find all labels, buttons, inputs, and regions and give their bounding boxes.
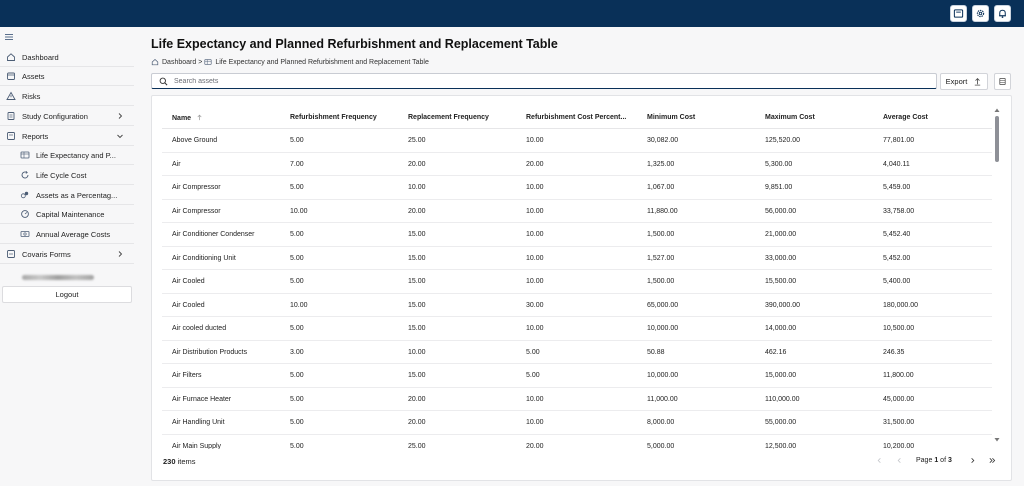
- sidebar-item-label: Life Expectancy and P...: [36, 150, 116, 160]
- report-icon: [6, 131, 16, 141]
- table-cell: 1,500.00: [647, 278, 675, 285]
- column-header-refurbishment-cost-percent[interactable]: Refurbishment Cost Percent...: [526, 114, 627, 121]
- table-cell: 5.00: [290, 325, 304, 332]
- column-header-replacement-frequency[interactable]: Replacement Frequency: [408, 114, 489, 121]
- table-cell: 20.00: [408, 419, 426, 426]
- table-cell: 1,325.00: [647, 160, 675, 168]
- table-cell: 5,300.00: [765, 160, 793, 168]
- table-row[interactable]: [162, 317, 992, 341]
- table-row[interactable]: [162, 223, 992, 247]
- table-cell: 3.00: [290, 348, 304, 356]
- table-cell: 5.00: [290, 372, 304, 379]
- table-cell: 10.00: [290, 207, 308, 215]
- next-page-button[interactable]: [965, 453, 979, 467]
- table-cell: 10.00: [526, 325, 544, 332]
- sidebar-item-study-configuration[interactable]: [0, 107, 134, 126]
- warning-icon: [6, 91, 16, 101]
- double-chevron-right-icon: [988, 457, 996, 464]
- vertical-scrollbar[interactable]: [992, 106, 1002, 449]
- table-cell: 55,000.00: [765, 419, 797, 426]
- table-cell: 1,527.00: [647, 254, 675, 262]
- table-cell: 10,000.00: [647, 372, 679, 379]
- table-cell: 10,200.00: [883, 442, 915, 449]
- tablet-icon: [953, 8, 964, 19]
- sidebar-item-label: Reports: [22, 131, 49, 141]
- chevron-right-icon: [116, 112, 124, 120]
- table-cell: 5.00: [526, 348, 540, 356]
- money-icon: [20, 229, 30, 239]
- chevron-right-icon: [969, 457, 976, 464]
- column-header-average-cost[interactable]: Average Cost: [883, 114, 928, 121]
- home-icon: [151, 58, 159, 66]
- gauge-icon: [20, 209, 30, 219]
- sidebar-item-label: Covaris Forms: [22, 249, 71, 259]
- table-cell: 20.00: [408, 207, 426, 215]
- table-cell: 125,520.00: [765, 137, 801, 144]
- breadcrumb: [151, 57, 429, 67]
- table-cell: 11,000.00: [647, 395, 678, 403]
- table-cell: 25.00: [408, 442, 426, 449]
- table-cell: 20.00: [408, 395, 426, 403]
- table-cell: 10.00: [526, 254, 544, 262]
- sidebar-item-label: Assets: [22, 71, 45, 81]
- sidebar-item-label: Risks: [22, 91, 41, 101]
- sidebar-item-assets[interactable]: [0, 67, 134, 86]
- table-cell: 30,082.00: [647, 137, 679, 144]
- search-input[interactable]: [174, 78, 914, 85]
- table-cell: Air Compressor: [172, 184, 221, 191]
- table-cell: 5.00: [290, 442, 304, 449]
- table-cell: 15.00: [408, 278, 426, 285]
- document-icon: [6, 111, 16, 121]
- box-icon: [6, 71, 16, 81]
- table-icon: [204, 58, 212, 66]
- table-cell: 11,800.00: [883, 372, 914, 379]
- table-cell: 15.00: [408, 231, 426, 238]
- table-cell: 1,500.00: [647, 231, 675, 238]
- chevron-down-icon: [116, 132, 124, 140]
- table-cell: Air Filters: [172, 372, 202, 379]
- upload-icon: [973, 77, 982, 86]
- table-cell: 20.00: [408, 160, 426, 168]
- table-cell: 56,000.00: [765, 207, 797, 215]
- menu-toggle-button[interactable]: [2, 31, 16, 43]
- table-cell: 11,880.00: [647, 207, 678, 215]
- chevron-left-icon: [896, 457, 903, 464]
- page-title: Life Expectancy and Planned Refurbishment and Replacement Table: [151, 37, 558, 51]
- table-cell: 15.00: [408, 372, 426, 379]
- hamburger-icon: [2, 31, 16, 43]
- breadcrumb-current: Life Expectancy and Planned Refurbishment and Replacement Table: [215, 58, 429, 66]
- table-row[interactable]: [162, 176, 992, 200]
- scroll-down-icon: [992, 436, 1002, 444]
- table-row[interactable]: [162, 129, 992, 153]
- table-cell: Air Distribution Products: [172, 348, 248, 356]
- logout-button[interactable]: Logout: [2, 286, 132, 303]
- notifications-button[interactable]: [994, 5, 1011, 22]
- table-cell: 10.00: [526, 184, 544, 191]
- table-cell: Air Compressor: [172, 207, 221, 215]
- tablet-button[interactable]: [950, 5, 967, 22]
- table-cell: 5.00: [526, 372, 540, 379]
- table-cell: 10.00: [526, 231, 544, 238]
- table-cell: 9,851.00: [765, 184, 793, 191]
- table-cell: 246.35: [883, 348, 905, 356]
- form-icon: [6, 249, 16, 259]
- scroll-up-icon: [992, 106, 1002, 114]
- table-cell: 10.00: [526, 419, 544, 426]
- table-row[interactable]: [162, 411, 992, 435]
- table-cell: 5.00: [290, 254, 304, 262]
- column-header-name[interactable]: Name: [172, 114, 203, 122]
- table-cell: Air Cooled: [172, 301, 205, 309]
- table-cell: Air Furnace Heater: [172, 395, 232, 403]
- table-cell: 5,400.00: [883, 278, 911, 285]
- table-cell: 12,500.00: [765, 442, 797, 449]
- column-header-minimum-cost[interactable]: Minimum Cost: [647, 114, 696, 121]
- sidebar-item-label: Life Cycle Cost: [36, 170, 87, 180]
- sidebar-item-covaris-forms[interactable]: [0, 245, 134, 264]
- page-indicator: Page 1 of 3: [916, 457, 952, 464]
- table-cell: 50.88: [647, 348, 665, 356]
- sidebar-item-label: Study Configuration: [22, 111, 88, 121]
- table-cell: Air Handling Unit: [172, 419, 225, 426]
- settings-button[interactable]: [972, 5, 989, 22]
- table-cell: Air Conditioner Condenser: [172, 231, 255, 238]
- home-icon: [6, 52, 16, 62]
- table-row[interactable]: [162, 200, 992, 224]
- table-cell: 10.00: [290, 301, 308, 309]
- export-label: Export: [945, 77, 968, 86]
- table-cell: 1,067.00: [647, 184, 675, 191]
- search-icon: [159, 77, 168, 86]
- table-row[interactable]: [162, 294, 992, 318]
- sidebar-item-label: Capital Maintenance: [36, 209, 105, 219]
- column-chooser-icon: [998, 77, 1007, 86]
- previous-page-button[interactable]: [892, 453, 906, 467]
- table-body: [162, 129, 992, 449]
- table-cell: 5,452.00: [883, 254, 911, 262]
- data-grid: [151, 95, 1012, 481]
- cycle-icon: [20, 170, 30, 180]
- last-page-button[interactable]: [985, 453, 999, 467]
- table-cell: 10,000.00: [647, 325, 679, 332]
- table-row[interactable]: [162, 388, 992, 412]
- table-cell: 5,000.00: [647, 442, 675, 449]
- table-cell: 15.00: [408, 325, 426, 332]
- sidebar-item-label: Annual Average Costs: [36, 229, 111, 239]
- sidebar-item-label: Dashboard: [22, 52, 59, 62]
- table-cell: 462.16: [765, 348, 787, 356]
- breadcrumb-separator: >: [198, 58, 203, 66]
- table-cell: 8,000.00: [647, 419, 675, 426]
- table-row[interactable]: [162, 435, 992, 450]
- table-cell: Above Ground: [172, 137, 218, 144]
- sidebar-item-label: Assets as a Percentag...: [36, 190, 118, 200]
- table-cell: 14,000.00: [765, 325, 797, 332]
- column-header-refurbishment-frequency[interactable]: Refurbishment Frequency: [290, 114, 377, 121]
- table-cell: 5.00: [290, 278, 304, 285]
- table-cell: 33,758.00: [883, 207, 915, 215]
- sidebar-item-assets-percentage[interactable]: [0, 186, 134, 205]
- sidebar-item-life-expectancy[interactable]: [0, 146, 134, 165]
- table-cell: 15.00: [408, 254, 426, 262]
- table-cell: 10.00: [408, 348, 426, 356]
- chevron-right-icon: [116, 250, 124, 258]
- table-cell: 7.00: [290, 160, 304, 168]
- table-row[interactable]: [162, 270, 992, 294]
- percent-icon: [20, 190, 30, 200]
- table-cell: Air Conditioning Unit: [172, 254, 236, 262]
- sidebar-item-dashboard[interactable]: [0, 48, 134, 67]
- gear-icon: [975, 8, 986, 19]
- item-count: 230 items: [163, 457, 196, 466]
- table-row[interactable]: [162, 247, 992, 271]
- table-cell: 180,000.00: [883, 301, 919, 309]
- sidebar: [0, 27, 134, 486]
- table-cell: Air: [172, 160, 181, 168]
- table-cell: 15.00: [408, 301, 426, 309]
- table-cell: 10.00: [408, 184, 426, 191]
- table-cell: 5.00: [290, 137, 304, 144]
- table-cell: 15,000.00: [765, 372, 797, 379]
- table-cell: 10.00: [526, 137, 544, 144]
- table-cell: 4,040.11: [883, 160, 910, 168]
- bell-icon: [997, 8, 1008, 19]
- table-cell: 5.00: [290, 395, 304, 403]
- sidebar-item-risks[interactable]: [0, 87, 134, 106]
- user-name-redacted: [0, 267, 134, 287]
- table-cell: 5,452.40: [883, 231, 911, 238]
- table-cell: 65,000.00: [647, 301, 679, 309]
- table-cell: 21,000.00: [765, 231, 797, 238]
- search-box[interactable]: [151, 73, 937, 89]
- table-row[interactable]: [162, 153, 992, 177]
- table-cell: 31,500.00: [883, 419, 915, 426]
- export-button[interactable]: [940, 73, 988, 90]
- table-cell: Air Main Supply: [172, 442, 222, 449]
- table-cell: 20.00: [526, 160, 544, 168]
- table-row[interactable]: [162, 341, 992, 365]
- table-cell: 45,000.00: [883, 395, 915, 403]
- scrollbar-thumb[interactable]: [995, 116, 999, 162]
- table-cell: 30.00: [526, 301, 544, 309]
- table-cell: 10.00: [526, 395, 544, 403]
- sidebar-item-life-cycle-cost[interactable]: [0, 166, 134, 185]
- table-cell: 77,801.00: [883, 137, 915, 144]
- first-page-button[interactable]: [872, 453, 886, 467]
- table-cell: 5.00: [290, 184, 304, 191]
- table-cell: 5.00: [290, 419, 304, 426]
- column-header-maximum-cost[interactable]: Maximum Cost: [765, 114, 815, 121]
- table-cell: 33,000.00: [765, 254, 797, 262]
- table-cell: 20.00: [526, 442, 544, 449]
- table-cell: Air Cooled: [172, 278, 205, 285]
- table-cell: 15,500.00: [765, 278, 797, 285]
- table-cell: 10.00: [526, 278, 544, 285]
- table-row[interactable]: [162, 364, 992, 388]
- table-cell: 110,000.00: [765, 395, 800, 403]
- table-cell: 5,459.00: [883, 184, 911, 191]
- column-chooser-button[interactable]: [994, 73, 1011, 90]
- table-cell: 5.00: [290, 231, 304, 238]
- table-cell: 390,000.00: [765, 301, 801, 309]
- redacted-user-name: [22, 275, 94, 280]
- sidebar-item-reports[interactable]: [0, 127, 134, 146]
- table-header: [162, 107, 992, 129]
- sidebar-item-annual-average-costs[interactable]: [0, 225, 134, 244]
- table-cell: Air cooled ducted: [172, 325, 227, 332]
- sidebar-item-capital-maintenance[interactable]: [0, 205, 134, 224]
- chevron-left-icon: [876, 457, 883, 464]
- table-cell: 10,500.00: [883, 325, 915, 332]
- breadcrumb-dashboard[interactable]: Dashboard: [162, 58, 197, 66]
- top-bar: [0, 0, 1024, 27]
- table-cell: 10.00: [526, 207, 544, 215]
- table-cell: 25.00: [408, 137, 426, 144]
- sort-ascending-icon: [196, 114, 203, 121]
- table-icon: [20, 150, 30, 160]
